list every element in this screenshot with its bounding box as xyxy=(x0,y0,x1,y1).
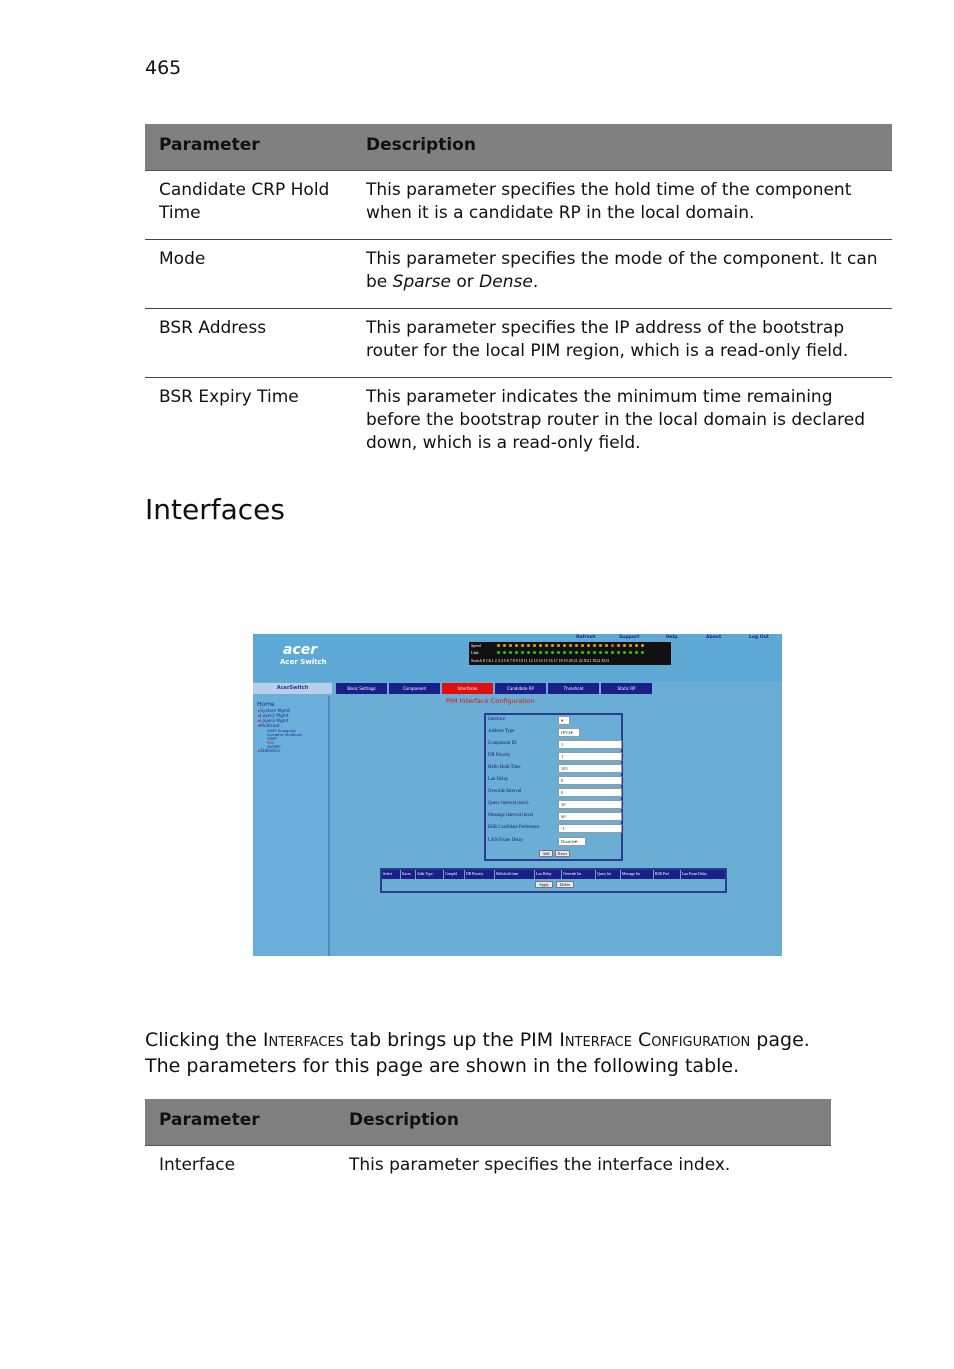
led-icon xyxy=(569,651,572,654)
mode-sparse: Sparse xyxy=(392,272,451,292)
dr-priority-input[interactable]: 1 xyxy=(558,752,622,761)
column-header: Hellohold time xyxy=(495,870,535,879)
sidebar-item-label: Statistics xyxy=(260,749,280,754)
mode-dense: Dense xyxy=(479,272,533,292)
column-header: BSR Pref xyxy=(654,870,681,879)
hello-hold-time-input[interactable]: 105 xyxy=(558,764,622,773)
parameter-description: This parameter indicates the minimum time remaining before the bootstrap router in the local domain is declared down, which is a read-only field. xyxy=(366,387,865,453)
sidebar-item-dvmrp[interactable]: DVMRP xyxy=(267,744,281,749)
query-interval-input[interactable]: 30 xyxy=(558,800,622,809)
led-icon xyxy=(635,644,638,647)
led-icon xyxy=(575,651,578,654)
led-icon xyxy=(539,644,542,647)
apply-button[interactable]: Apply xyxy=(535,881,553,888)
led-icon xyxy=(527,651,530,654)
led-icon xyxy=(575,644,578,647)
message-interval-input[interactable]: 60 xyxy=(558,812,622,821)
parameter-name: Interface xyxy=(159,1155,236,1175)
table-row xyxy=(145,1146,831,1192)
led-icon xyxy=(539,651,542,654)
link-label: Link xyxy=(471,650,479,655)
led-icon xyxy=(521,651,524,654)
sidebar-item-igmp[interactable]: IGMP xyxy=(267,736,277,741)
column-header: Message Int xyxy=(621,870,654,879)
sidebar-item-label: Multicast xyxy=(260,724,280,729)
help-link[interactable]: Help xyxy=(666,635,678,640)
override-interval-input[interactable]: 0 xyxy=(558,788,622,797)
led-icon xyxy=(581,651,584,654)
logo-subtitle: Acer Switch xyxy=(280,658,327,666)
led-icon xyxy=(611,651,614,654)
lan-prune-delay-value: Disable xyxy=(561,839,575,844)
sidebar-menu xyxy=(258,709,302,754)
led-icon xyxy=(497,651,500,654)
body-paragraph xyxy=(145,1027,845,1079)
chevron-down-icon: ▾ xyxy=(574,839,578,844)
led-icon xyxy=(545,651,548,654)
body-text-segment: Clicking the xyxy=(145,1029,263,1051)
table-header-row xyxy=(382,870,725,879)
led-icon xyxy=(515,651,518,654)
column-header-description: Description xyxy=(352,124,892,171)
tab-interfaces[interactable]: Interfaces xyxy=(442,683,493,694)
led-icon xyxy=(581,644,584,647)
address-type-value: IPV4 xyxy=(561,730,571,735)
triangle-icon: ▸ xyxy=(258,709,261,714)
triangle-icon: ▸ xyxy=(258,749,261,754)
led-icon xyxy=(509,651,512,654)
bsr-candidate-preference-input[interactable]: -1 xyxy=(558,824,622,833)
speed-label: Speed xyxy=(471,643,481,648)
delete-button[interactable]: Delete xyxy=(556,881,574,888)
led-icon xyxy=(551,651,554,654)
column-header: Override Int xyxy=(562,870,596,879)
sidebar-item-label: System Mgmt xyxy=(260,709,290,714)
port-numbers: Switch 0 Ch 1 2 3 4 5 6 7 8 9 10 11 12 13 14 15 16 17 18 19 20 21 22 XG1 XG2 XG3 xyxy=(471,658,609,663)
lan-delay-label: Lan Delay xyxy=(488,777,509,782)
led-icon xyxy=(563,644,566,647)
add-button[interactable]: Add xyxy=(539,850,553,857)
description-text: . xyxy=(532,272,539,292)
led-icon xyxy=(533,651,536,654)
chevron-down-icon: ▾ xyxy=(570,730,573,735)
column-header: Query Int xyxy=(596,870,621,879)
interface-label: Interface xyxy=(488,717,506,722)
led-icon xyxy=(563,651,566,654)
body-text-segment: tab brings up the PIM xyxy=(343,1029,560,1051)
led-icon xyxy=(503,644,506,647)
column-header: Ifaces xyxy=(401,870,416,879)
switch-header xyxy=(253,634,782,682)
tab-threshold[interactable]: Threshold xyxy=(548,683,599,694)
support-link[interactable]: Support xyxy=(619,635,640,640)
led-icon xyxy=(641,651,644,654)
table-header-row xyxy=(145,124,892,171)
pim-interface-form xyxy=(484,713,623,861)
form-title: PIM Interface Configuration xyxy=(446,697,535,705)
led-icon xyxy=(611,644,614,647)
led-icon xyxy=(515,644,518,647)
led-icon xyxy=(623,644,626,647)
interface-results-table xyxy=(380,868,727,893)
column-header: Lan Delay xyxy=(535,870,562,879)
tab-component[interactable]: Component xyxy=(389,683,440,694)
led-icon xyxy=(629,644,632,647)
refresh-link[interactable]: Refresh xyxy=(576,635,596,640)
sidebar-item-statistics[interactable] xyxy=(258,749,302,754)
parameter-table-bsr xyxy=(145,124,892,469)
led-icon xyxy=(599,651,602,654)
sidebar-item-pim[interactable]: PIM xyxy=(267,740,274,745)
dr-priority-label: DR Priority xyxy=(488,753,511,758)
column-header: Addr Type xyxy=(416,870,444,879)
column-header: DR Priority xyxy=(465,870,495,879)
chevron-down-icon: ▾ xyxy=(561,718,564,723)
led-icon xyxy=(557,644,560,647)
message-interval-label: Message Interval (secs) xyxy=(488,813,534,818)
triangle-icon: ▸ xyxy=(258,714,261,719)
sidebar xyxy=(253,696,330,956)
tab-bar xyxy=(336,683,652,694)
speed-leds xyxy=(497,644,644,647)
column-header: CompId xyxy=(444,870,465,879)
tab-static-rp[interactable]: Static RP xyxy=(601,683,652,694)
led-icon xyxy=(593,644,596,647)
led-icon xyxy=(593,651,596,654)
page-number: 465 xyxy=(145,57,182,79)
hello-hold-time-label: Hello Hold Time xyxy=(488,765,521,770)
led-icon xyxy=(641,644,644,647)
logout-link[interactable]: Log Out xyxy=(749,635,769,640)
parameter-table-interfaces xyxy=(145,1099,831,1191)
component-id-label: Component ID xyxy=(488,741,517,746)
pim-interface-screenshot xyxy=(253,634,782,956)
interfaces-term: Interfaces xyxy=(262,1029,344,1051)
parameter-description xyxy=(352,240,892,309)
sidebar-item-igmp-snooping[interactable]: IGMP Snooping xyxy=(267,728,296,733)
column-header: Lan Prune Delay xyxy=(682,872,707,876)
led-icon xyxy=(497,644,500,647)
led-icon xyxy=(557,651,560,654)
table-row xyxy=(145,309,892,378)
bsr-candidate-preference-label: BSR Candidate Preference xyxy=(488,825,540,830)
column-header-description: Description xyxy=(335,1099,831,1146)
section-heading: Interfaces xyxy=(145,493,285,526)
sidebar-item-label: Layer3 Mgmt xyxy=(260,719,289,724)
led-icon xyxy=(587,644,590,647)
table-header-row xyxy=(145,1099,831,1146)
table-row xyxy=(145,171,892,240)
port-status-panel xyxy=(469,642,671,665)
led-icon xyxy=(635,651,638,654)
lan-prune-delay-label: LAN Prune Delay xyxy=(488,838,523,843)
led-icon xyxy=(569,644,572,647)
body-text-segment: page. The parameters for this page are shown in the following table. xyxy=(145,1029,810,1077)
description-text: This parameter specifies the mode of the component. It can be xyxy=(366,249,878,292)
parameter-name: Mode xyxy=(145,240,352,309)
led-icon xyxy=(617,651,620,654)
component-id-input[interactable]: 1 xyxy=(558,740,622,749)
led-icon xyxy=(551,644,554,647)
parameter-name: Candidate CRP Hold Time xyxy=(145,171,352,240)
sidebar-home-link[interactable]: Home xyxy=(257,701,275,708)
parameter-description: This parameter specifies the hold time of the component when it is a candidate RP in the local domain. xyxy=(352,171,892,240)
parameter-name: BSR Address xyxy=(145,309,352,378)
led-icon xyxy=(545,644,548,647)
interface-select[interactable] xyxy=(558,716,570,725)
triangle-icon: ▸ xyxy=(258,719,261,724)
led-icon xyxy=(527,644,530,647)
led-icon xyxy=(605,651,608,654)
parameter-name: BSR Expiry Time xyxy=(159,387,299,407)
led-icon xyxy=(599,644,602,647)
led-icon xyxy=(605,644,608,647)
sidebar-title[interactable]: AcerSwitch xyxy=(253,683,332,694)
parameter-description: This parameter specifies the IP address of the bootstrap router for the local PIM region, which is a read-only field. xyxy=(352,309,892,378)
parameter-description: This parameter specifies the interface index. xyxy=(349,1155,731,1175)
table-row xyxy=(145,240,892,309)
about-link[interactable]: About xyxy=(706,635,722,640)
led-icon xyxy=(617,644,620,647)
interface-configuration-term: Interface Configuration xyxy=(559,1029,751,1051)
led-icon xyxy=(587,651,590,654)
lan-prune-delay-select[interactable] xyxy=(558,837,586,846)
triangle-down-icon: ▾ xyxy=(258,724,261,729)
tab-basic-settings[interactable]: Basic Settings xyxy=(336,683,387,694)
sidebar-item-label: Layer2 Mgmt xyxy=(260,714,289,719)
description-text: or xyxy=(450,272,480,292)
query-interval-label: Query Interval (secs) xyxy=(488,801,529,806)
reset-button[interactable]: Reset xyxy=(555,850,570,857)
column-header-parameter: Parameter xyxy=(145,1099,335,1146)
led-icon xyxy=(509,644,512,647)
led-icon xyxy=(623,651,626,654)
link-leds xyxy=(497,651,644,654)
tab-candidate-rp[interactable]: Candidate RP xyxy=(495,683,546,694)
address-type-select[interactable] xyxy=(558,728,580,737)
led-icon xyxy=(629,651,632,654)
led-icon xyxy=(521,644,524,647)
acer-logo: acer xyxy=(283,642,318,658)
sidebar-item-dynamic-multicast[interactable]: Dynamic Multicast xyxy=(267,732,303,737)
address-type-label: Address Type xyxy=(488,729,515,734)
lan-delay-input[interactable]: 0 xyxy=(558,776,622,785)
column-header-parameter: Parameter xyxy=(145,124,352,171)
table-row xyxy=(145,378,892,470)
override-interval-label: Override Interval xyxy=(488,789,522,794)
led-icon xyxy=(533,644,536,647)
led-icon xyxy=(503,651,506,654)
column-header: Select xyxy=(382,870,401,879)
